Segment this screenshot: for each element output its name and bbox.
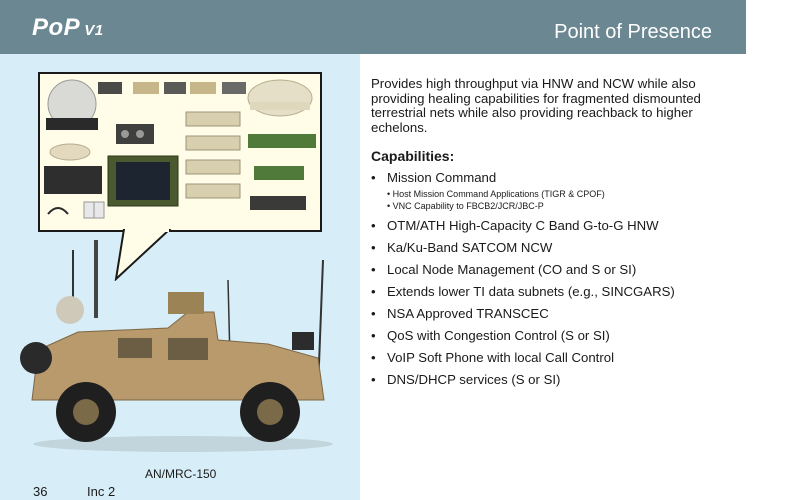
- bullet: •: [371, 284, 376, 299]
- bullet: •: [371, 306, 376, 321]
- list-item: [371, 350, 771, 366]
- list-item: [371, 218, 771, 234]
- list-item: [371, 240, 771, 256]
- capability-label: DNS/DHCP services (S or SI): [387, 372, 561, 387]
- list-item: [371, 328, 771, 344]
- sub-list-item: [387, 200, 771, 212]
- router-module-icon: [248, 134, 316, 210]
- list-item: [371, 372, 771, 388]
- list-item: [371, 284, 771, 300]
- brand-logo: [32, 14, 104, 42]
- page-title: Point of Presence: [554, 21, 712, 43]
- power-module-icon: [116, 124, 154, 144]
- increment-label: Inc 2: [87, 484, 116, 499]
- intro-paragraph: Provides high throughput via HNW and NCW while also providing healing capabilities for fragmented dismounted terrestrial nets while also providing reachback to higher echelons.: [371, 76, 701, 135]
- radio-stack-icon: [186, 112, 240, 198]
- capabilities-list: [371, 170, 771, 394]
- capability-label: NSA Approved TRANSCEC: [387, 306, 549, 321]
- sub-item-label: Host Mission Command Applications (TIGR & CPOF): [392, 189, 605, 199]
- dome-antenna-icon: [46, 80, 98, 130]
- keyboard-icon: [44, 166, 102, 194]
- capability-label: QoS with Congestion Control (S or SI): [387, 328, 610, 343]
- capability-label: Mission Command: [387, 170, 497, 185]
- sub-bullet: •: [387, 201, 391, 211]
- headset-icon: [48, 202, 104, 218]
- capability-label: VoIP Soft Phone with local Call Control: [387, 350, 615, 365]
- sub-bullet: •: [387, 189, 391, 199]
- capability-label: OTM/ATH High-Capacity C Band G-to-G HNW: [387, 218, 659, 233]
- capability-label: Extends lower TI data subnets (e.g., SINCGARS): [387, 284, 675, 299]
- bullet: •: [371, 350, 376, 365]
- vehicle-image: [18, 240, 338, 455]
- bullet: •: [371, 262, 376, 277]
- page-number: 36: [33, 484, 48, 499]
- capabilities-heading: Capabilities:: [371, 148, 455, 164]
- gps-puck-icon: [50, 144, 90, 160]
- vehicle-caption: AN/MRC-150: [145, 467, 217, 481]
- sub-item-label: VNC Capability to FBCB2/JCR/JBC-P: [392, 201, 544, 211]
- bullet: •: [371, 328, 376, 343]
- list-item: [371, 306, 771, 322]
- sub-list-item: [387, 188, 771, 200]
- header-bar: [0, 0, 746, 54]
- equipment-collage: [40, 74, 320, 230]
- bullet: •: [371, 372, 376, 387]
- brand-version: V1: [84, 22, 104, 39]
- radio-module-icon: [98, 82, 246, 94]
- bullet: •: [371, 240, 376, 255]
- sub-list: [387, 188, 771, 212]
- rugged-tablet-icon: [108, 156, 178, 206]
- satcom-antenna-icon: [248, 80, 312, 116]
- capability-label: Local Node Management (CO and S or SI): [387, 262, 637, 277]
- bullet: •: [371, 218, 376, 233]
- list-item: [371, 170, 771, 212]
- capability-label: Ka/Ku-Band SATCOM NCW: [387, 240, 553, 255]
- brand-name: PoP: [32, 14, 81, 41]
- bullet: •: [371, 170, 376, 185]
- list-item: [371, 262, 771, 278]
